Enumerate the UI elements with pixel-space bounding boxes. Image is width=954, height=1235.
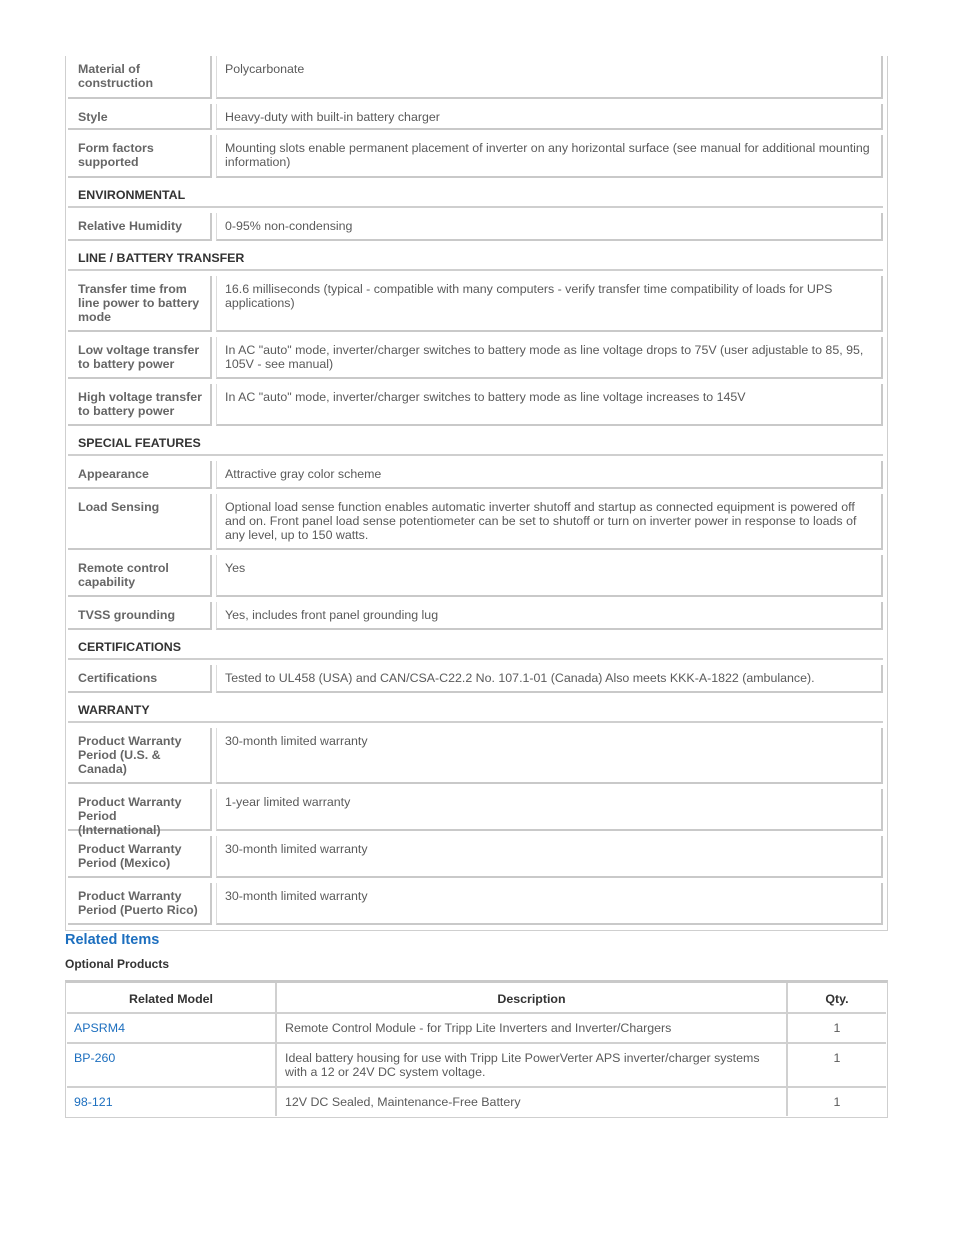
spec-label: Style xyxy=(68,104,212,130)
description-cell: 12V DC Sealed, Maintenance-Free Battery xyxy=(277,1088,788,1116)
related-items-heading: Related Items xyxy=(65,932,160,948)
spec-row xyxy=(68,665,883,693)
spec-row xyxy=(68,836,883,878)
spec-value: In AC "auto" mode, inverter/charger switches to battery mode as line voltage increases to 145V xyxy=(216,384,883,426)
model-cell xyxy=(67,1044,277,1086)
spec-row xyxy=(68,337,883,379)
spec-label: Transfer time from line power to battery mode xyxy=(68,276,212,332)
optional-products-heading: Optional Products xyxy=(65,957,170,971)
spec-value: 30-month limited warranty xyxy=(216,728,883,784)
spec-value: Mounting slots enable permanent placement of inverter on any horizontal surface (see manual for additional mounting information) xyxy=(216,135,883,178)
spec-label: Form factors supported xyxy=(68,135,212,178)
spec-label: Product Warranty Period (U.S. & Canada) xyxy=(68,728,212,784)
spec-value: Polycarbonate xyxy=(216,56,883,99)
spec-value: 30-month limited warranty xyxy=(216,836,883,878)
spec-row xyxy=(68,213,883,241)
section-heading-transfer: LINE / BATTERY TRANSFER xyxy=(68,245,883,271)
section-heading-warranty: WARRANTY xyxy=(68,697,883,723)
model-link[interactable]: 98-121 xyxy=(74,1095,113,1109)
spec-label: Product Warranty Period (Mexico) xyxy=(68,836,212,878)
spec-label: Relative Humidity xyxy=(68,213,212,241)
model-cell xyxy=(67,1014,277,1042)
spec-row xyxy=(68,883,883,925)
related-products-table xyxy=(65,980,888,1118)
spec-value: 0-95% non-condensing xyxy=(216,213,883,241)
table-row xyxy=(67,1014,886,1044)
spec-value: 16.6 milliseconds (typical - compatible with many computers - verify transfer time compatibility of loads for UPS applications) xyxy=(216,276,883,332)
spec-value: Optional load sense function enables automatic inverter shutoff and startup as connected equipment is powered off and on. Front panel load sense potentiometer can be set to shutoff or turn on inverter power in response to loads of any level, up to 150 watts. xyxy=(216,494,883,550)
spec-value: In AC "auto" mode, inverter/charger switches to battery mode as line voltage drops to 75V (user adjustable to 85, 95, 105V - see manual) xyxy=(216,337,883,379)
spec-row xyxy=(68,104,883,130)
spec-label: Appearance xyxy=(68,461,212,489)
spec-row xyxy=(68,789,883,837)
table-row xyxy=(67,1088,886,1116)
spec-label: Low voltage transfer to battery power xyxy=(68,337,212,379)
spec-row xyxy=(68,135,883,178)
spec-row xyxy=(68,602,883,630)
spec-row xyxy=(68,56,883,99)
spec-label: Product Warranty Period (International) xyxy=(68,789,212,831)
spec-label: Material of construction xyxy=(68,56,212,99)
table-row xyxy=(67,1044,886,1088)
spec-label: Remote control capability xyxy=(68,555,212,597)
spec-value: 1-year limited warranty xyxy=(216,789,883,831)
spec-row xyxy=(68,555,883,597)
description-cell: Remote Control Module - for Tripp Lite Inverters and Inverter/Chargers xyxy=(277,1014,788,1042)
qty-cell: 1 xyxy=(833,1095,841,1109)
spec-value: Attractive gray color scheme xyxy=(216,461,883,489)
spec-table xyxy=(65,56,888,931)
spec-label: Certifications xyxy=(68,665,212,693)
spec-value: Yes, includes front panel grounding lug xyxy=(216,602,883,630)
qty-cell: 1 xyxy=(833,1051,841,1065)
spec-row xyxy=(68,494,883,550)
description-cell: Ideal battery housing for use with Tripp Lite PowerVerter APS inverter/charger systems with a 12 or 24V DC system voltage. xyxy=(277,1044,788,1086)
spec-row xyxy=(68,461,883,489)
spec-row xyxy=(68,384,883,426)
section-heading-special-features: SPECIAL FEATURES xyxy=(68,430,883,456)
column-header-qty: Qty. xyxy=(825,992,849,1006)
spec-value: 30-month limited warranty xyxy=(216,883,883,925)
spec-label: Product Warranty Period (Puerto Rico) xyxy=(68,883,212,925)
spec-label: TVSS grounding xyxy=(68,602,212,630)
spec-value: Tested to UL458 (USA) and CAN/CSA-C22.2 No. 107.1-01 (Canada) Also meets KKK-A-1822 (ambulance). xyxy=(216,665,883,693)
spec-row xyxy=(68,728,883,784)
model-link[interactable]: BP-260 xyxy=(74,1051,116,1065)
table-header-row xyxy=(67,983,886,1014)
column-header-description: Description xyxy=(277,983,788,1012)
model-cell xyxy=(67,1088,277,1116)
spec-value: Heavy-duty with built-in battery charger xyxy=(216,104,883,130)
model-link[interactable]: APSRM4 xyxy=(74,1021,125,1035)
column-header-model: Related Model xyxy=(67,983,277,1012)
qty-cell: 1 xyxy=(833,1021,841,1035)
spec-row xyxy=(68,276,883,332)
spec-value: Yes xyxy=(216,555,883,597)
spec-label: High voltage transfer to battery power xyxy=(68,384,212,426)
section-heading-certifications: CERTIFICATIONS xyxy=(68,634,883,660)
spec-label: Load Sensing xyxy=(68,494,212,550)
section-heading-environmental: ENVIRONMENTAL xyxy=(68,182,883,208)
